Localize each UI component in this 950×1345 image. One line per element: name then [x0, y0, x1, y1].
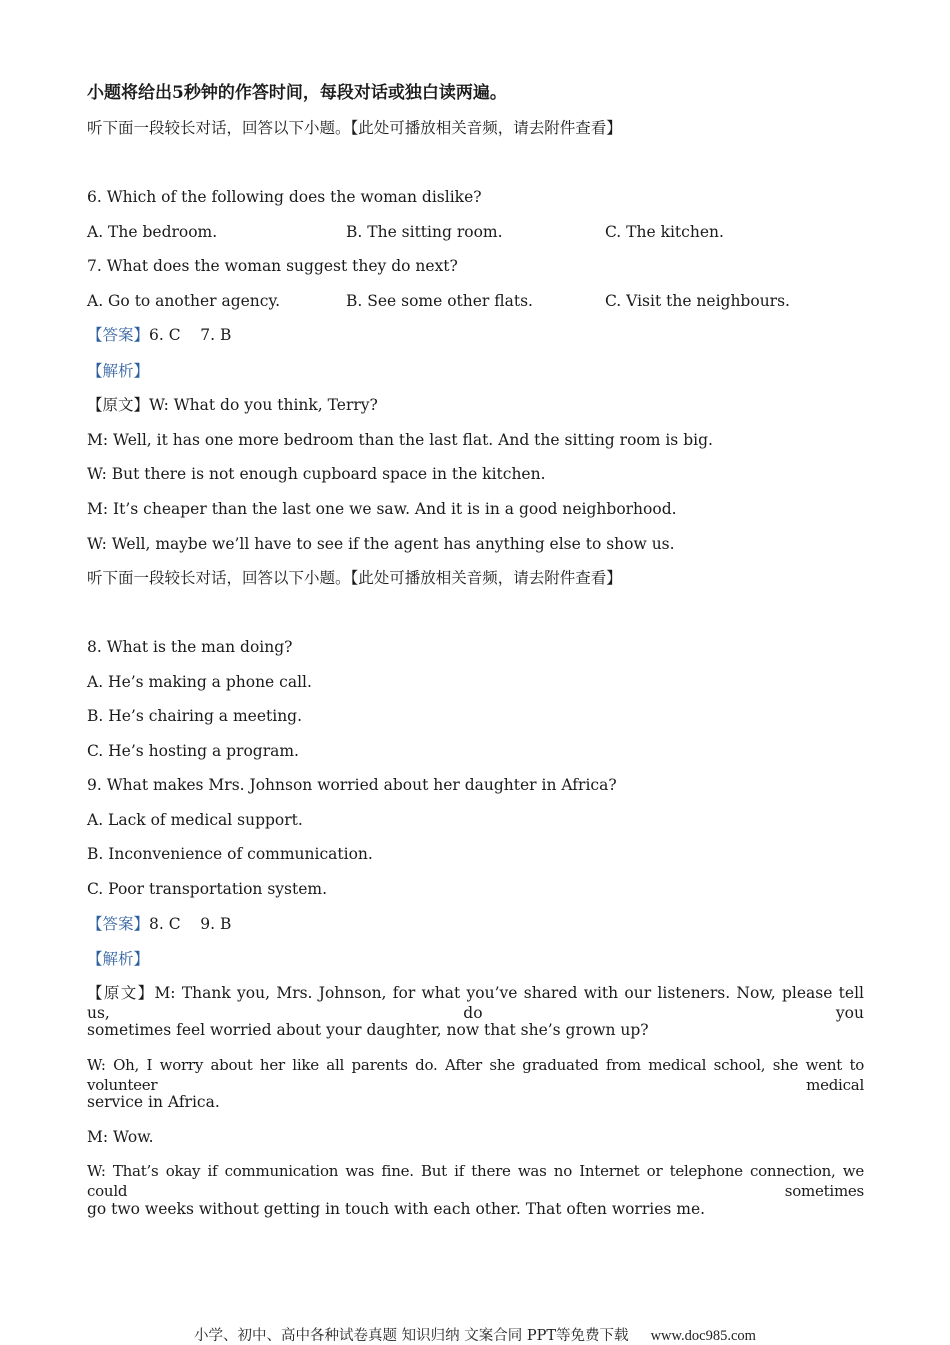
question-8: 8. What is the man doing?: [87, 638, 293, 656]
transcript-line: sometimes feel worried about your daughter, now that she’s grown up?: [87, 1021, 649, 1039]
transcript-line: M: Wow.: [87, 1128, 154, 1146]
transcript-line: W: Oh, I worry about her like all parents do. After she graduated from medical school, she went to volunteer medical: [87, 1056, 864, 1094]
answer-tag: 【答案】: [87, 326, 150, 344]
transcript-line: go two weeks without getting in touch with each other. That often worries me.: [87, 1200, 706, 1218]
transcript-line: M: It’s cheaper than the last one we saw. And it is in a good neighborhood.: [87, 500, 677, 518]
page-footer: [0, 1324, 950, 1345]
answer-line-1: [87, 325, 231, 345]
question-6: 6. Which of the following does the woman dislike?: [87, 188, 482, 206]
transcript-line: M: Well, it has one more bedroom than the last flat. And the sitting room is big.: [87, 431, 713, 449]
transcript-line: service in Africa.: [87, 1093, 220, 1111]
q9-option-a: A. Lack of medical support.: [87, 811, 303, 829]
q8-option-c: C. He’s hosting a program.: [87, 742, 299, 760]
transcript-line: [87, 983, 864, 1023]
q6-option-b: B. The sitting room.: [346, 223, 503, 241]
analysis-tag-2: 【解析】: [87, 950, 150, 968]
answer-tag: 【答案】: [87, 915, 150, 933]
transcript-text: M: Thank you, Mrs. Johnson, for what you’ve shared with our listeners. Now, please tell us, do you: [87, 984, 864, 1022]
q9-option-b: B. Inconvenience of communication.: [87, 845, 373, 863]
transcript-tag: 【原文】: [87, 396, 150, 414]
analysis-tag-1: 【解析】: [87, 362, 150, 380]
header-instruction: 小题将给出5秒钟的作答时间，每段对话或独白读两遍。: [87, 83, 507, 103]
listen-note-1: 听下面一段较长对话，回答以下小题。【此处可播放相关音频，请去附件查看】: [87, 119, 622, 137]
transcript-line: W: That’s okay if communication was fine. But if there was no Internet or telephone connection, we could sometimes: [87, 1162, 864, 1200]
listen-note-2: 听下面一段较长对话，回答以下小题。【此处可播放相关音频，请去附件查看】: [87, 569, 622, 587]
q7-option-a: A. Go to another agency.: [87, 292, 281, 310]
q6-option-a: A. The bedroom.: [87, 223, 218, 241]
q8-option-b: B. He’s chairing a meeting.: [87, 707, 303, 725]
q7-option-c: C. Visit the neighbours.: [605, 292, 790, 310]
answer-text: 6. C 7. B: [149, 326, 232, 344]
q9-option-c: C. Poor transportation system.: [87, 880, 328, 898]
transcript-line: W: But there is not enough cupboard space in the kitchen.: [87, 465, 546, 483]
answer-line-2: [87, 914, 231, 934]
question-9: 9. What makes Mrs. Johnson worried about her daughter in Africa?: [87, 776, 617, 794]
question-7: 7. What does the woman suggest they do next?: [87, 257, 458, 275]
q6-option-c: C. The kitchen.: [605, 223, 724, 241]
transcript-text: W: What do you think, Terry?: [149, 396, 378, 414]
footer-text: 小学、初中、高中各种试卷真题 知识归纳 文案合同 PPT等免费下载: [194, 1328, 629, 1344]
answer-text: 8. C 9. B: [149, 915, 232, 933]
transcript-line: [87, 395, 378, 415]
q8-option-a: A. He’s making a phone call.: [87, 673, 312, 691]
transcript-line: W: Well, maybe we’ll have to see if the agent has anything else to show us.: [87, 535, 675, 553]
q7-option-b: B. See some other flats.: [346, 292, 533, 310]
transcript-tag: 【原文】: [87, 984, 155, 1002]
footer-url[interactable]: www.doc985.com: [650, 1328, 756, 1344]
